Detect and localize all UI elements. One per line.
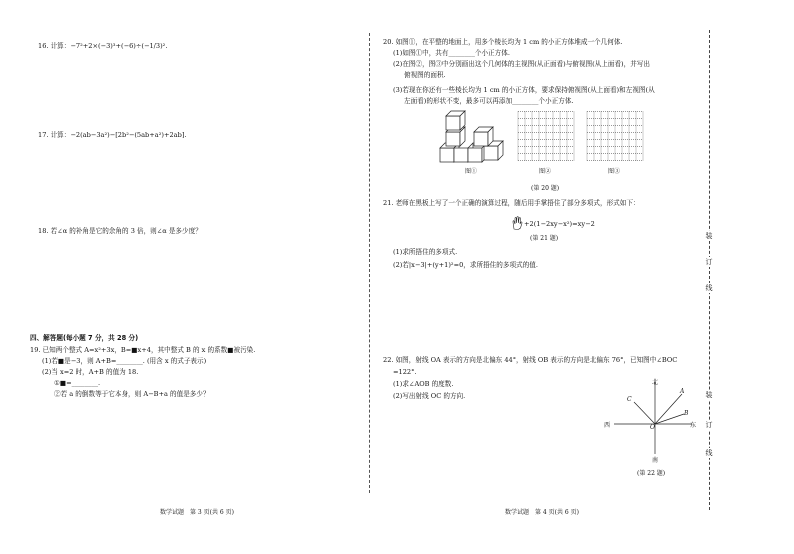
binding-char-6: 线 [705, 449, 713, 457]
binding-char-1: 装 [705, 232, 713, 240]
binding-char-3: 线 [705, 284, 713, 292]
section-4-heading: 四、解答题(每小题 7 分，共 28 分) [30, 334, 139, 342]
question-21-part-2: (2)若|x−3|+(y+1)²=0，求所捂住的多项式的值. [393, 261, 538, 269]
question-22: 22. 如图，射线 OA 表示的方向是北偏东 44°，射线 OB 表示的方向是北偏东 76°，已知图中∠BOC [383, 356, 678, 364]
question-16: 16. 计算：−7²+2×(−3)³+(−6)÷(−1/3)². [38, 42, 168, 50]
binding-char-5: 订 [705, 421, 713, 429]
point-B-label: B [684, 410, 689, 417]
compass-south-label: 南 [652, 457, 659, 464]
left-page-footer: 数学试题 第 3 页(共 6 页) [160, 509, 234, 516]
question-20-part-2: (2)在图②，图③中分别画出这个几何体的主视图(从正面看)与俯视图(从上面看)，并写出 [393, 60, 651, 68]
point-C-label: C [627, 396, 632, 403]
compass-north-label: 北 [652, 379, 659, 386]
question-17: 17. 计算：−2(ab−3a²)−[2b²−(5ab+a²)+2ab]. [38, 131, 187, 139]
point-A-label: A [680, 388, 685, 395]
question-20-part-2-cont: 俯视图的面积. [404, 71, 446, 79]
figure-22-caption: (第 22 题) [637, 470, 666, 477]
question-20-part-3-cont: 左面看)的形状不变，最多可以再添加________个小正方体. [404, 97, 574, 105]
question-20-part-1: (1)如图①中，共有________个小正方体. [393, 49, 510, 57]
question-22-part-1: (1)求∠AOB 的度数. [393, 380, 454, 388]
binding-char-4: 装 [705, 391, 713, 399]
compass-west-label: 西 [604, 422, 611, 429]
figure-3-grid [586, 111, 644, 161]
hand-icon [511, 216, 523, 230]
question-18: 18. 若∠α 的补角是它的余角的 3 倍，则∠α 是多少度？ [38, 227, 202, 235]
figure-2-grid [517, 111, 575, 161]
figure-1-label: 图① [465, 168, 478, 175]
question-22-cont: =122°. [393, 368, 417, 376]
question-19-part-2b: ②若 a 的倒数等于它本身，则 A−B+a 的值是多少？ [54, 390, 210, 398]
figure-3-label: 图③ [608, 168, 621, 175]
page-divider [369, 33, 370, 493]
question-19-part-1: (1)若■是−3，则 A+B=________. (用含 x 的式子表示) [42, 357, 207, 365]
question-19: 19. 已知两个整式 A=x²+3x，B=■x+4，其中整式 B 的 x 的系数■被污染. [30, 346, 256, 354]
question-21: 21. 老师在黑板上写了一个正确的演算过程，随后用手掌捂住了部分多项式，形式如下： [383, 199, 640, 207]
figure-2-label: 图② [539, 168, 552, 175]
binding-char-2: 订 [705, 258, 713, 266]
figure-20-caption: (第 20 题) [531, 185, 560, 192]
binding-line [709, 30, 710, 510]
point-O-label: O [650, 424, 655, 431]
right-page-footer: 数学试题 第 4 页(共 6 页) [505, 509, 579, 516]
compass-east-label: 东 [690, 422, 697, 429]
question-21-expression: +2(1−2xy−x²)=xy−2 [524, 220, 595, 228]
question-22-part-2: (2)写出射线 OC 的方向. [393, 392, 466, 400]
question-19-part-2a: ①■=________. [54, 379, 101, 387]
figure-22-compass [604, 376, 704, 462]
ray-OC [634, 402, 655, 424]
figure-1-cube-stack [438, 110, 510, 170]
question-19-part-2: (2)当 x=2 时，A+B 的值为 18. [42, 368, 139, 376]
figure-21-caption: (第 21 题) [530, 235, 559, 242]
question-21-part-1: (1)求所捂住的多项式. [393, 248, 458, 256]
question-20: 20. 如图①，在平整的地面上，用多个棱长均为 1 cm 的小正方体堆成一个几何体. [383, 38, 623, 46]
question-20-part-3: (3)若现在你还有一些棱长均为 1 cm 的小正方体，要求保持俯视图(从上面看)和左视图(从 [393, 86, 655, 94]
